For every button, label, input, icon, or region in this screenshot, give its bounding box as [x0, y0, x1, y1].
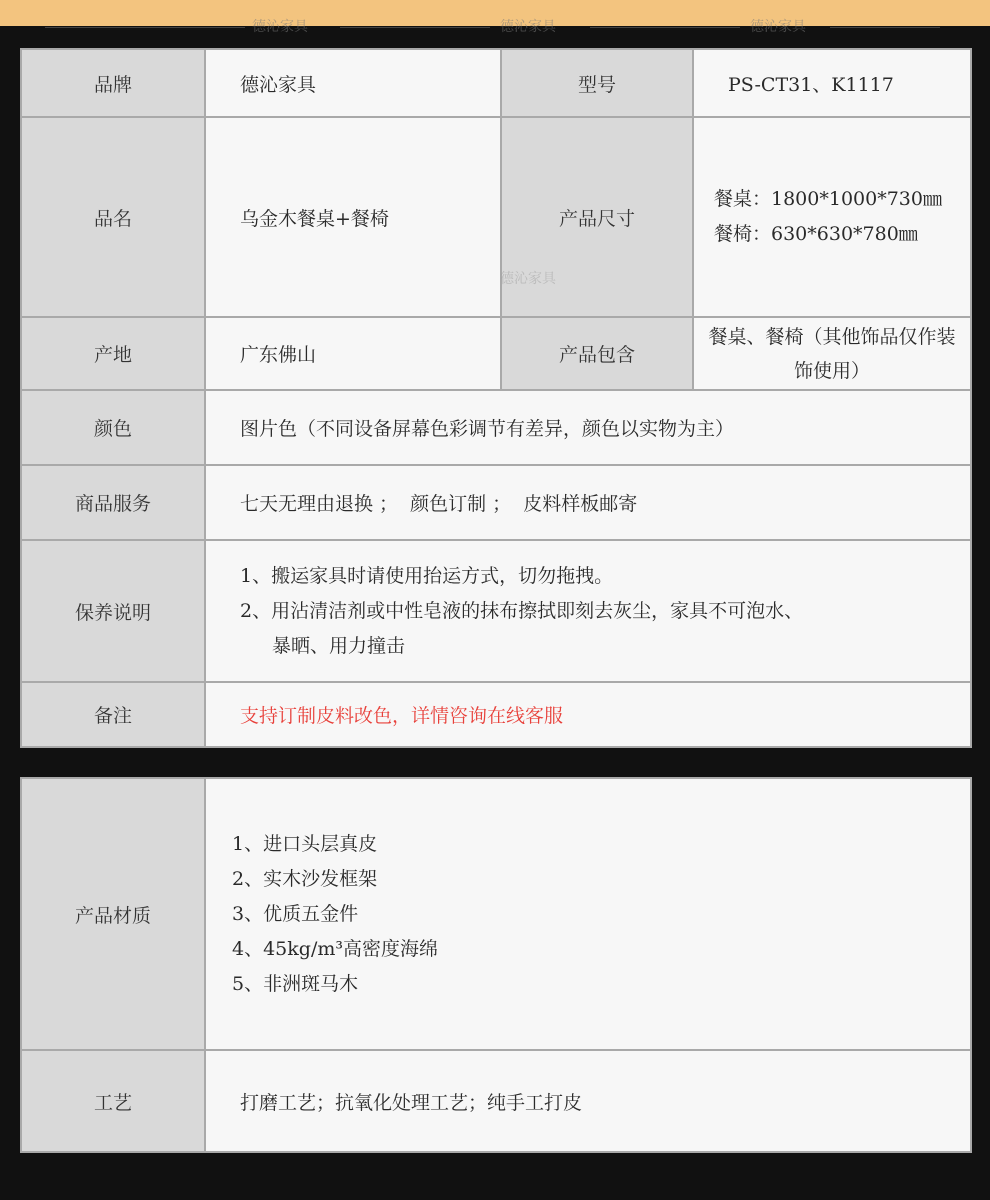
care-label: 保养说明 — [21, 540, 205, 682]
size-line-chair: 餐椅：630*630*780㎜ — [714, 223, 918, 245]
size-line-table: 餐桌：1800*1000*730㎜ — [714, 188, 942, 210]
material-line: 5、非洲斑马木 — [232, 972, 359, 995]
care-value — [205, 540, 971, 682]
watermark-line — [830, 27, 940, 28]
watermark-line — [45, 27, 245, 28]
craft-label: 工艺 — [21, 1050, 205, 1152]
care-line: 1、搬运家具时请使用抬运方式，切勿拖拽。 — [240, 564, 614, 587]
table-row — [21, 540, 971, 682]
table-row — [21, 117, 971, 317]
brand-label: 品牌 — [21, 49, 205, 117]
craft-value: 打磨工艺；抗氧化处理工艺；纯手工打皮 — [205, 1050, 971, 1152]
model-label: 型号 — [501, 49, 693, 117]
size-label: 产品尺寸 — [501, 117, 693, 317]
name-label: 品名 — [21, 117, 205, 317]
material-value — [205, 778, 971, 1050]
contents-value — [693, 317, 971, 390]
watermark-text: 德沁家具 — [500, 271, 556, 287]
product-spec-table — [20, 48, 972, 748]
material-label: 产品材质 — [21, 778, 205, 1050]
material-line: 4、45kg/m³高密度海绵 — [232, 937, 438, 960]
size-value — [693, 117, 971, 317]
watermark-line — [590, 27, 740, 28]
material-line: 1、进口头层真皮 — [232, 832, 378, 855]
watermark-text: 德沁家具 — [252, 19, 308, 35]
model-value: PS-CT31、K1117 — [693, 49, 971, 117]
table-row — [21, 682, 971, 747]
table-row — [21, 317, 971, 390]
table-row — [21, 465, 971, 540]
service-label: 商品服务 — [21, 465, 205, 540]
watermark-text: 德沁家具 — [500, 19, 556, 35]
remark-value: 支持订制皮料改色，详情咨询在线客服 — [205, 682, 971, 747]
table-row — [21, 390, 971, 465]
contents-line: 餐桌、餐椅（其他饰品仅作装 — [708, 325, 956, 348]
contents-label: 产品包含 — [501, 317, 693, 390]
color-value: 图片色（不同设备屏幕色彩调节有差异，颜色以实物为主） — [205, 390, 971, 465]
table-row — [21, 778, 971, 1050]
origin-label: 产地 — [21, 317, 205, 390]
care-line: 2、用沾清洁剂或中性皂液的抹布擦拭即刻去灰尘，家具不可泡水、 — [240, 599, 804, 622]
watermark-text: 德沁家具 — [750, 19, 806, 35]
watermark-row — [0, 14, 990, 38]
service-value: 七天无理由退换 ； 颜色订制 ； 皮料样板邮寄 — [205, 465, 971, 540]
material-table — [20, 777, 972, 1153]
origin-value: 广东佛山 — [205, 317, 501, 390]
care-line: 暴晒、用力撞击 — [272, 634, 406, 657]
contents-line: 饰使用） — [793, 359, 870, 382]
material-line: 3、优质五金件 — [232, 902, 359, 925]
table-row — [21, 1050, 971, 1152]
name-value: 乌金木餐桌+餐椅 — [205, 117, 501, 317]
color-label: 颜色 — [21, 390, 205, 465]
remark-label: 备注 — [21, 682, 205, 747]
table-row — [21, 49, 971, 117]
material-line: 2、实木沙发框架 — [232, 867, 378, 890]
brand-value: 德沁家具 — [205, 49, 501, 117]
watermark-line — [340, 27, 490, 28]
